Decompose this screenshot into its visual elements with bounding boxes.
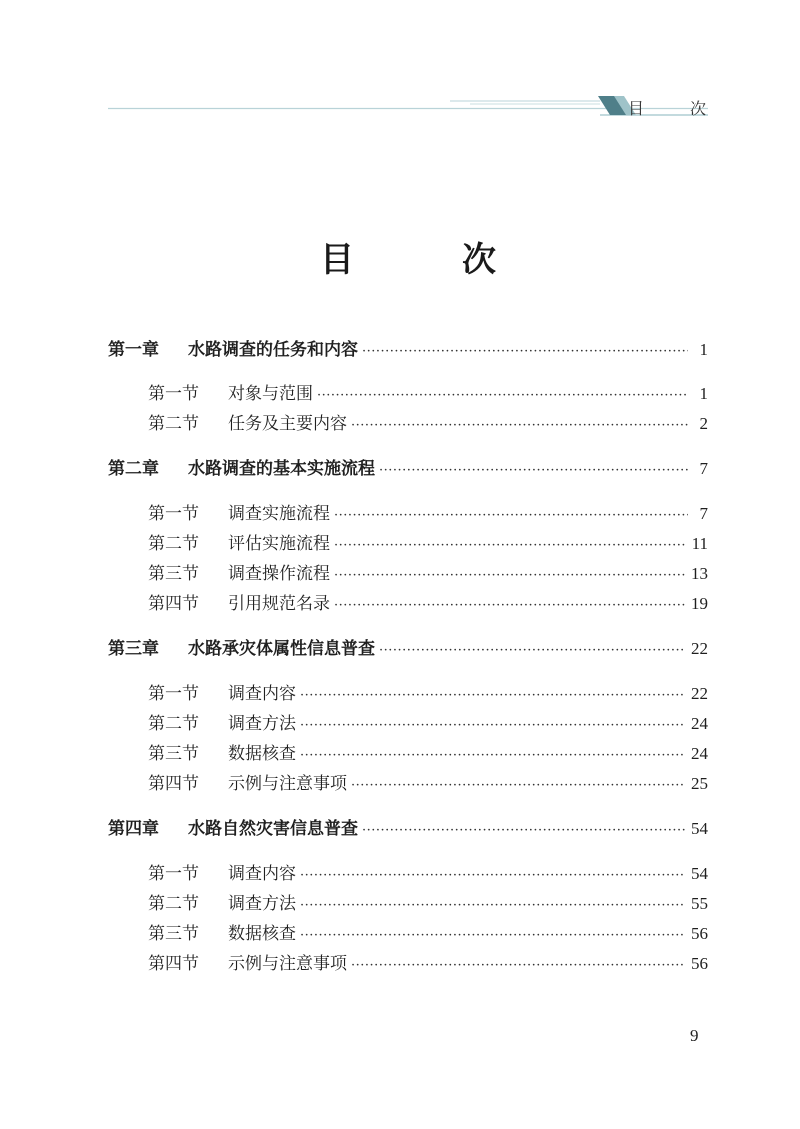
toc-section-title: 数据核查 — [228, 924, 296, 944]
toc-section-number: 第一节 — [148, 504, 199, 524]
toc-section-number: 第一节 — [148, 864, 199, 884]
dot-leader — [300, 748, 685, 763]
dot-leader — [334, 598, 685, 613]
toc-section-title: 引用规范名录 — [228, 594, 330, 614]
toc-section-title: 对象与范围 — [228, 384, 313, 404]
toc-chapter-1[interactable] — [108, 335, 708, 360]
dot-leader — [334, 508, 688, 523]
toc-section[interactable] — [148, 559, 708, 584]
toc-chapter-number: 第四章 — [108, 819, 159, 839]
dot-leader — [317, 388, 688, 403]
dot-leader — [351, 778, 685, 793]
toc-chapter-title: 水路承灾体属性信息普查 — [188, 639, 375, 659]
page-title — [320, 232, 496, 281]
toc-section-number: 第四节 — [148, 774, 199, 794]
toc-section-number: 第三节 — [148, 924, 199, 944]
toc-section-title: 数据核查 — [228, 744, 296, 764]
toc-section[interactable] — [148, 769, 708, 794]
page-title-char-2: 次 — [462, 240, 496, 280]
toc-section[interactable] — [148, 379, 708, 404]
toc-page-number: 56 — [691, 924, 708, 943]
toc-page-number: 2 — [699, 414, 708, 433]
toc-page-number: 7 — [699, 504, 708, 523]
dot-leader — [362, 823, 685, 838]
toc-section-number: 第三节 — [148, 744, 199, 764]
toc-section[interactable] — [148, 499, 708, 524]
dot-leader — [334, 568, 685, 583]
page-title-char-1: 目 — [320, 240, 354, 280]
dot-leader — [379, 643, 685, 658]
toc-section[interactable] — [148, 889, 708, 914]
toc-section-number: 第二节 — [148, 534, 199, 554]
toc-page-number: 25 — [691, 774, 708, 793]
toc-section-title: 任务及主要内容 — [228, 414, 347, 434]
toc-section-title: 示例与注意事项 — [228, 954, 347, 974]
toc-page-number: 11 — [691, 534, 708, 553]
toc-section[interactable] — [148, 679, 708, 704]
toc-section-number: 第一节 — [148, 684, 199, 704]
dot-leader — [351, 418, 688, 433]
toc-page-number: 24 — [691, 744, 708, 763]
toc-section[interactable] — [148, 709, 708, 734]
toc-section-title: 评估实施流程 — [228, 534, 330, 554]
toc-page-number: 55 — [691, 894, 708, 913]
toc-chapter-title: 水路调查的任务和内容 — [188, 340, 358, 360]
toc-section[interactable] — [148, 739, 708, 764]
running-header — [0, 0, 800, 130]
toc-chapter-number: 第一章 — [108, 340, 159, 360]
running-title-char-2: 次 — [689, 99, 706, 118]
page-number: 9 — [690, 1026, 699, 1045]
dot-leader — [300, 688, 685, 703]
toc-section-number: 第三节 — [148, 564, 199, 584]
toc-page-number: 22 — [691, 639, 708, 658]
toc-section[interactable] — [148, 949, 708, 974]
toc-section[interactable] — [148, 859, 708, 884]
toc-section[interactable] — [148, 589, 708, 614]
toc-section-number: 第四节 — [148, 594, 199, 614]
toc-section-title: 调查内容 — [228, 684, 296, 704]
dot-leader — [300, 928, 685, 943]
toc-section[interactable] — [148, 529, 708, 554]
toc-section-number: 第二节 — [148, 714, 199, 734]
toc-chapter-2[interactable] — [108, 454, 708, 479]
toc-page-number: 1 — [699, 340, 708, 359]
toc-chapter-title: 水路自然灾害信息普查 — [188, 819, 358, 839]
dot-leader — [351, 958, 685, 973]
toc-section-title: 示例与注意事项 — [228, 774, 347, 794]
toc-section-number: 第一节 — [148, 384, 199, 404]
toc-chapter-number: 第三章 — [108, 639, 159, 659]
toc-section-title: 调查操作流程 — [228, 564, 330, 584]
toc-section-title: 调查方法 — [228, 894, 296, 914]
toc-section-title: 调查方法 — [228, 714, 296, 734]
toc-page-number: 13 — [691, 564, 708, 583]
running-title — [628, 96, 706, 119]
dot-leader — [379, 463, 688, 478]
running-title-char-1: 目 — [628, 99, 645, 118]
toc-page-number: 56 — [691, 954, 708, 973]
dot-leader — [300, 898, 685, 913]
dot-leader — [300, 718, 685, 733]
toc-chapter-number: 第二章 — [108, 459, 159, 479]
dot-leader — [334, 538, 686, 553]
toc-chapter-3[interactable] — [108, 634, 708, 659]
toc-page-number: 19 — [691, 594, 708, 613]
toc-page-number: 54 — [691, 864, 708, 883]
toc-page-number: 24 — [691, 714, 708, 733]
toc-section-number: 第二节 — [148, 414, 199, 434]
toc-section-number: 第二节 — [148, 894, 199, 914]
toc-page-number: 7 — [699, 459, 708, 478]
toc-section[interactable] — [148, 409, 708, 434]
toc-chapter-title: 水路调查的基本实施流程 — [188, 459, 375, 479]
toc-page-number: 1 — [699, 384, 708, 403]
dot-leader — [362, 344, 688, 359]
dot-leader — [300, 868, 685, 883]
toc-section-title: 调查内容 — [228, 864, 296, 884]
toc-section[interactable] — [148, 919, 708, 944]
toc-chapter-4[interactable] — [108, 814, 708, 839]
toc-section-number: 第四节 — [148, 954, 199, 974]
toc-page-number: 22 — [691, 684, 708, 703]
toc-section-title: 调查实施流程 — [228, 504, 330, 524]
toc-page-number: 54 — [691, 819, 708, 838]
